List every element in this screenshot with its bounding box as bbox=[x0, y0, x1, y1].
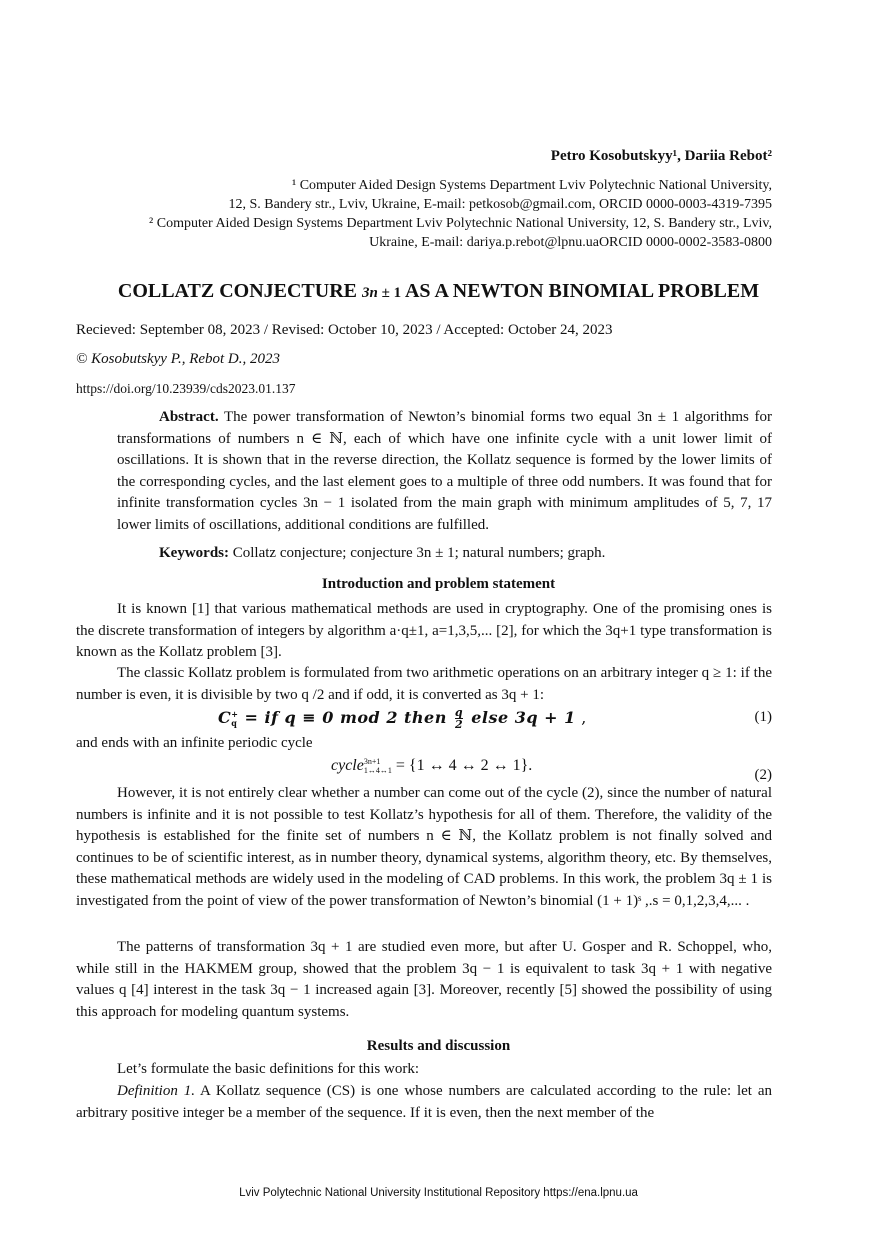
repository-footer: Lviv Polytechnic National University Institutional Repository https://ena.lpnu.ua bbox=[239, 1187, 638, 1199]
definition-1-label: Definition 1. bbox=[117, 1083, 195, 1099]
affiliations bbox=[72, 176, 772, 252]
paragraph-definition-1 bbox=[76, 1081, 772, 1124]
section-heading-introduction: Introduction and problem statement bbox=[321, 576, 556, 592]
equation-1-body bbox=[218, 707, 587, 730]
equation-2-body bbox=[331, 757, 532, 775]
eq1-comma: , bbox=[575, 708, 587, 727]
paragraph-intro-2: The classic Kollatz problem is formulated from two arithmetic operations on an arbitrary integer q ≥ 1: if the number is even, it is divisible by two q /2 and if odd, it is converted as 3q + 1: bbox=[76, 665, 772, 703]
eq2-sup: 3n+1 bbox=[363, 757, 381, 767]
eq1-mid: = if q ≡ 0 mod 2 then bbox=[238, 708, 453, 727]
paragraph-intro-4: The patterns of transformation 3q + 1 are studied even more, but after U. Gosper and R. Schoppel, who, while still in the HAKMEM group, showed that the problem 3q − 1 is equivalent to task 3q + 1 with negative values q [4] interest in the task 3q − 1 increased again [3]. Moreover, recently [5] showed the possibility of using this approach for modeling quantum systems. bbox=[76, 939, 772, 1020]
title-math-var: 3n bbox=[362, 285, 378, 301]
affiliation-2-line-2: Ukraine, E-mail: dariya.p.rebot@lpnu.uaORCID 0000-0002-3583-0800 bbox=[369, 235, 772, 250]
definition-1-text: A Kollatz sequence (CS) is one whose numbers are calculated according to the rule: let an arbitrary positive integer be a member of the sequence. If it is even, then the next member of the bbox=[76, 1083, 772, 1121]
affiliation-2-line-1: ² Computer Aided Design Systems Department Lviv Polytechnic National University, 12, S. Bandery str., Lviv, bbox=[149, 216, 772, 231]
abstract-text: The power transformation of Newton’s binomial forms two equal 3n ± 1 algorithms for transformations of numbers n ∈ ℕ, each of which have one infinite cycle with a unit lower limit of oscillations. It is shown that in the reverse direction, the Kollatz sequence is formed by the lower limits of the corresponding cycles, and the last element goes to a multiple of three odd numbers. It was found that for infinite transformation cycles 3n − 1 isolated from the main graph with minimum amplitudes of 5, 7, 17 lower limits of oscillations, additional conditions are fulfilled. bbox=[117, 409, 772, 533]
paragraph-intro-3: However, it is not entirely clear whether a number can come out of the cycle (2), since the number of natural numbers is infinite and it is not possible to test Kollatz’s hypothesis for all of them. Therefore, the validity of the hypothesis is established for the finite set of numbers n ∈ ℕ, the Kollatz problem is not finally solved and continues to be of scientific interest, as in number theory, dynamical systems, algorithm theory, etc. By themselves, these mathematical methods are widely used in the modeling of CAD problems. In this work, the problem 3q ± 1 is investigated from the point of view of the power transformation of Newton’s binomial (1 + 1)ˢ ,.s = 0,1,2,3,4,... . bbox=[76, 785, 772, 909]
paragraph-intro-1: It is known [1] that various mathematical methods are used in cryptography. One of the promising ones is the discrete transformation of integers by algorithm a·q±1, a=1,3,5,... [2], for which the 3q+1 type transformation is known as the Kollatz problem [3]. bbox=[76, 601, 772, 660]
eq1-sub: q bbox=[231, 717, 238, 728]
eq2-period: . bbox=[528, 757, 533, 774]
eq1-tail: else 3q + 1 bbox=[465, 708, 576, 727]
abstract bbox=[117, 407, 772, 536]
equation-2 bbox=[76, 755, 772, 783]
keywords bbox=[159, 545, 605, 562]
affiliation-1-line-1: ¹ Computer Aided Design Systems Department Lviv Polytechnic National University, bbox=[292, 178, 772, 193]
eq1-fraction bbox=[455, 707, 463, 730]
eq2-rhs: = {1 ↔ 4 ↔ 2 ↔ 1} bbox=[391, 757, 529, 774]
equation-1-number: (1) bbox=[754, 709, 772, 725]
paper-title bbox=[0, 280, 877, 303]
section-heading-results: Results and discussion bbox=[366, 1038, 511, 1054]
keywords-text: Collatz conjecture; conjecture 3n ± 1; natural numbers; graph. bbox=[229, 545, 606, 561]
eq2-subsup bbox=[364, 757, 392, 775]
doi-link[interactable]: https://doi.org/10.23939/cds2023.01.137 bbox=[76, 381, 296, 396]
eq1-lhs: C bbox=[218, 708, 232, 727]
paragraph-ends-with-cycle: and ends with an infinite periodic cycle bbox=[76, 735, 313, 751]
eq1-frac-num: q bbox=[454, 706, 464, 719]
title-post: AS A NEWTON BINOMIAL PROBLEM bbox=[401, 280, 760, 302]
title-math-op: ± 1 bbox=[377, 285, 402, 301]
title-math bbox=[362, 285, 401, 301]
title-pre: COLLATZ CONJECTURE bbox=[117, 280, 362, 302]
eq2-sub: 1↔4↔1 bbox=[363, 766, 392, 776]
affiliation-1-line-2: 12, S. Bandery str., Lviv, Ukraine, E-mail: petkosob@gmail.com, ORCID 0000-0003-4319-7395 bbox=[228, 197, 772, 212]
keywords-label: Keywords: bbox=[159, 545, 229, 561]
paragraph-results-1: Let’s formulate the basic definitions for this work: bbox=[117, 1061, 420, 1077]
abstract-label: Abstract. bbox=[159, 409, 219, 425]
eq2-lhs: cycle bbox=[331, 757, 364, 774]
publication-dates: Recieved: September 08, 2023 / Revised: October 10, 2023 / Accepted: October 24, 2023 bbox=[76, 322, 613, 338]
copyright: © Kosobutskyy P., Rebot D., 2023 bbox=[76, 351, 281, 367]
authors: Petro Kosobutskyy¹, Dariia Rebot² bbox=[550, 148, 772, 164]
eq1-frac-den: 2 bbox=[454, 718, 464, 731]
equation-2-number: (2) bbox=[754, 767, 772, 783]
eq1-sup: + bbox=[231, 708, 239, 719]
equation-1 bbox=[76, 707, 772, 729]
